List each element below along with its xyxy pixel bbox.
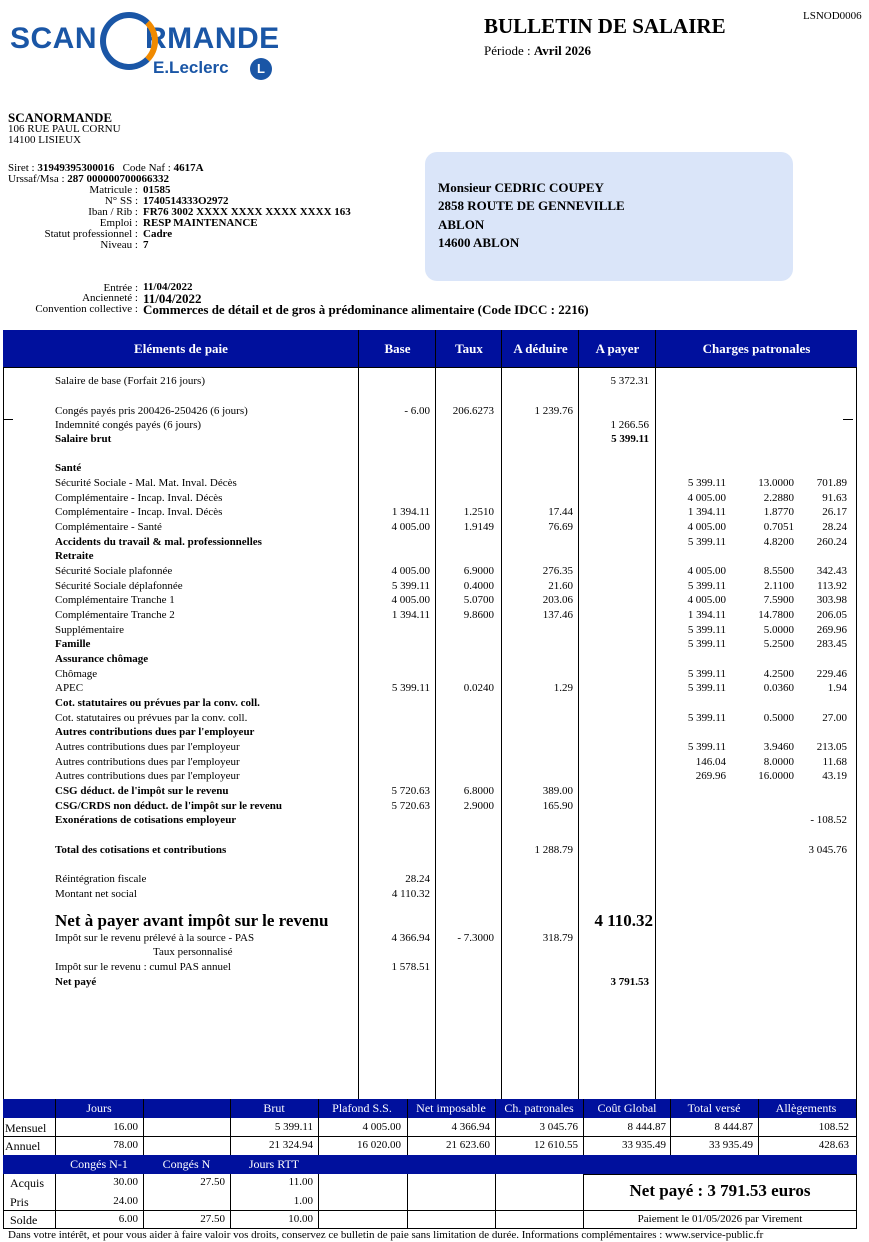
- employee-info-value: Cadre: [143, 228, 173, 240]
- col-a-deduire: A déduire: [513, 341, 568, 356]
- line-ded: 318.79: [542, 932, 573, 944]
- line-pmt: 28.24: [822, 521, 847, 533]
- line-label: Supplémentaire: [55, 624, 125, 636]
- summary-row-label: Mensuel: [5, 1121, 47, 1135]
- line-pbase: 1 394.11: [687, 506, 726, 518]
- line-pmt: 11.68: [822, 756, 847, 768]
- recipient-locality: ABLON: [438, 217, 485, 232]
- line-pmt: 229.46: [816, 668, 847, 680]
- line-pbase: 146.04: [695, 756, 726, 768]
- line-taux: 0.0240: [463, 682, 494, 694]
- line-pbase: 5 399.11: [687, 624, 726, 636]
- summary-value: 8 444.87: [627, 1121, 666, 1133]
- leave-row-label: Acquis: [10, 1176, 44, 1190]
- employee-info-label: Statut professionnel :: [44, 228, 138, 240]
- summary-value: 21 324.94: [269, 1139, 313, 1151]
- summary-header: Net imposable: [416, 1101, 486, 1115]
- line-label: CSG déduct. de l'impôt sur le revenu: [55, 785, 229, 797]
- leave-value: 24.00: [113, 1195, 138, 1207]
- line-label: Impôt sur le revenu prélevé à la source - PAS: [55, 932, 255, 944]
- summary-value: 8 444.87: [714, 1121, 753, 1133]
- summary-header: Brut: [263, 1101, 285, 1115]
- employee-info-value: 7: [143, 239, 149, 251]
- line-pbase: 5 399.11: [687, 477, 726, 489]
- line-pmt: 206.05: [816, 609, 847, 621]
- line-ptaux: 5.0000: [763, 624, 794, 636]
- leave-value: 1.00: [293, 1195, 313, 1207]
- line-pmt: 260.24: [816, 536, 847, 548]
- table-border: [856, 367, 857, 1099]
- leave-header: Congés N-1: [70, 1157, 128, 1171]
- line-ptaux: 2.2880: [763, 492, 794, 504]
- leave-divider: [583, 1174, 584, 1228]
- line-pbase: 5 399.11: [687, 580, 726, 592]
- summary-value: 12 610.55: [534, 1139, 578, 1151]
- leave-row-label: Pris: [10, 1195, 29, 1209]
- summary-row-label: Annuel: [5, 1139, 41, 1153]
- line-label: Complémentaire - Incap. Inval. Décès: [55, 492, 223, 504]
- line-label: Complémentaire - Santé: [55, 521, 162, 533]
- line-label: Retraite: [55, 550, 94, 562]
- summary-value: 3 045.76: [539, 1121, 578, 1133]
- summary-value: 16.00: [113, 1121, 138, 1133]
- line-ptaux: 3.9460: [763, 741, 794, 753]
- line-label: Complémentaire - Incap. Inval. Décès: [55, 506, 223, 518]
- line-pmt: 43.19: [822, 770, 847, 782]
- line-pay: 5 372.31: [610, 375, 649, 387]
- line-pbase: 4 005.00: [687, 492, 726, 504]
- payment-info: Paiement le 01/05/2026 par Virement: [637, 1213, 803, 1225]
- employee-info-label: Matricule :: [89, 184, 138, 196]
- recipient-address-box: [425, 152, 793, 281]
- leave-value: 27.50: [200, 1176, 225, 1188]
- line-label: Santé: [55, 462, 82, 474]
- line-base: 4 005.00: [391, 521, 430, 533]
- line-pay: 1 266.56: [610, 419, 649, 431]
- line-label: Salaire de base (Forfait 216 jours): [55, 375, 205, 387]
- employee-info-value: RESP MAINTENANCE: [143, 217, 258, 229]
- employee-info-label: Niveau :: [100, 239, 138, 251]
- leave-rule: [583, 1174, 857, 1175]
- line-taux: 1.9149: [463, 521, 494, 533]
- line-taux: 206.6273: [452, 405, 494, 417]
- summary-value: 4 366.94: [451, 1121, 490, 1133]
- line-ded: 165.90: [542, 800, 573, 812]
- date-value: 11/04/2022: [143, 291, 202, 306]
- line-pmt: 269.96: [816, 624, 847, 636]
- summary-header: Allègements: [775, 1101, 837, 1115]
- leave-divider: [407, 1174, 408, 1228]
- leave-rule: [3, 1210, 857, 1211]
- line-base: 1 578.51: [391, 961, 430, 973]
- line-ded: 137.46: [542, 609, 573, 621]
- line-label: Salaire brut: [55, 433, 112, 445]
- period: Période : Avril 2026: [484, 43, 591, 58]
- net-avant-impot-value: 4 110.32: [594, 911, 653, 930]
- recipient-name: Monsieur CEDRIC COUPEY: [438, 180, 604, 195]
- line-taux: 2.9000: [463, 800, 494, 812]
- line-ptaux: 4.2500: [763, 668, 794, 680]
- logo-subtitle: E.Leclerc: [153, 58, 229, 77]
- logo-wordmark: SCAN RMANDE: [10, 22, 280, 55]
- line-pbase: 1 394.11: [687, 609, 726, 621]
- line-ded: 1.29: [553, 682, 573, 694]
- line-ptaux: 13.0000: [758, 477, 794, 489]
- line-ptaux: 0.0360: [763, 682, 794, 694]
- recipient-city: 14600 ABLON: [438, 235, 520, 250]
- line-pay: 3 791.53: [610, 976, 649, 988]
- line-pbase: 5 399.11: [687, 682, 726, 694]
- leclerc-badge-icon: L: [250, 58, 272, 80]
- line-taux: 6.8000: [463, 785, 494, 797]
- leave-row-label: Solde: [10, 1213, 38, 1227]
- line-ptaux: 4.8200: [763, 536, 794, 548]
- line-label: Assurance chômage: [55, 653, 149, 665]
- line-pay: 5 399.11: [611, 433, 649, 445]
- line-pbase: 5 399.11: [687, 741, 726, 753]
- line-pmt: - 108.52: [810, 814, 847, 826]
- line-pmt: 113.92: [817, 580, 847, 592]
- line-taux: 5.0700: [463, 594, 494, 606]
- line-taux: 1.2510: [463, 506, 494, 518]
- line-label: Complémentaire Tranche 1: [55, 594, 175, 606]
- employee-info-label: Iban / Rib :: [88, 206, 138, 218]
- line-base: 4 366.94: [391, 932, 430, 944]
- line-label: Net payé: [55, 976, 97, 988]
- date-label: Ancienneté :: [82, 292, 138, 304]
- table-header-rule: [3, 367, 857, 368]
- col-charges-patronales: Charges patronales: [702, 341, 811, 356]
- summary-value: 78.00: [113, 1139, 138, 1151]
- employer-address-2: 14100 LISIEUX: [8, 134, 82, 146]
- line-taux: - 7.3000: [457, 932, 494, 944]
- employee-info-value: 1740514333O2972: [143, 195, 229, 207]
- company-logo: [10, 8, 295, 86]
- line-ded: 389.00: [542, 785, 573, 797]
- fold-mark: [843, 419, 853, 420]
- line-pbase: 4 005.00: [687, 594, 726, 606]
- leave-value: 10.00: [288, 1213, 313, 1225]
- summary-value: 33 935.49: [709, 1139, 753, 1151]
- line-ded: 17.44: [548, 506, 573, 518]
- line-base: 28.24: [405, 873, 430, 885]
- line-base: 4 005.00: [391, 565, 430, 577]
- leave-value: 6.00: [118, 1213, 138, 1225]
- summary-rule: [3, 1136, 857, 1137]
- line-pbase: 5 399.11: [687, 638, 726, 650]
- line-ptaux: 5.2500: [763, 638, 794, 650]
- line-taux: 9.8600: [463, 609, 494, 621]
- table-divider: [435, 330, 436, 1099]
- leave-header: Jours RTT: [248, 1157, 300, 1171]
- summary-header: Jours: [86, 1101, 112, 1115]
- line-label: APEC: [55, 682, 84, 694]
- line-label: Sécurité Sociale déplafonnée: [55, 580, 183, 592]
- line-pbase: 269.96: [695, 770, 726, 782]
- line-pbase: 4 005.00: [687, 521, 726, 533]
- line-label: Montant net social: [55, 888, 137, 900]
- line-label: Accidents du travail & mal. professionnelles: [55, 536, 262, 548]
- line-label: Autres contributions dues par l'employeur: [55, 741, 240, 753]
- line-ptaux: 0.5000: [763, 712, 794, 724]
- leave-divider: [318, 1174, 319, 1228]
- document-ref: LSNOD0006: [803, 10, 862, 22]
- summary-divider: [143, 1099, 144, 1155]
- leave-value: 30.00: [113, 1176, 138, 1188]
- line-ptaux: 7.5900: [763, 594, 794, 606]
- line-pmt: 27.00: [822, 712, 847, 724]
- line-pbase: 5 399.11: [687, 712, 726, 724]
- line-label: Autres contributions dues par l'employeur: [55, 756, 240, 768]
- col-base: Base: [384, 341, 411, 356]
- line-base: 1 394.11: [391, 609, 430, 621]
- table-border: [3, 367, 4, 1099]
- fold-mark: [3, 419, 13, 420]
- line-ded: 1 288.79: [534, 844, 573, 856]
- line-label: Exonérations de cotisations employeur: [55, 814, 237, 826]
- line-pmt: 701.89: [816, 477, 847, 489]
- convention-label: Convention collective :: [35, 303, 138, 315]
- line-label: Impôt sur le revenu : cumul PAS annuel: [55, 961, 231, 973]
- siret-line: Siret : 31949395300016 Code Naf : 4617A: [8, 162, 204, 174]
- line-base: 4 110.32: [391, 888, 430, 900]
- leave-value: 27.50: [200, 1213, 225, 1225]
- line-pmt: 1.94: [827, 682, 847, 694]
- line-label: Autres contributions dues par l'employeur: [55, 770, 240, 782]
- line-taux: 6.9000: [463, 565, 494, 577]
- date-label: Entrée :: [103, 282, 138, 294]
- employer-address-1: 106 RUE PAUL CORNU: [8, 123, 121, 135]
- line-pmt: 213.05: [816, 741, 847, 753]
- line-ptaux: 14.7800: [758, 609, 794, 621]
- summary-value: 108.52: [818, 1121, 849, 1133]
- leave-value: 11.00: [288, 1176, 313, 1188]
- convention-value: Commerces de détail et de gros à prédominance alimentaire (Code IDCC : 2216): [143, 302, 589, 317]
- payslip-table-header: [3, 330, 857, 367]
- employer-name: SCANORMANDE: [8, 110, 112, 125]
- line-ded: 203.06: [542, 594, 573, 606]
- line-pmt: 342.43: [816, 565, 847, 577]
- line-label: Chômage: [55, 668, 98, 680]
- summary-value: 21 623.60: [446, 1139, 490, 1151]
- summary-header: Ch. patronales: [504, 1101, 574, 1115]
- line-label: Autres contributions dues par l'employeur: [55, 726, 255, 738]
- leave-divider: [495, 1174, 496, 1228]
- col-a-payer: A payer: [595, 341, 640, 356]
- line-pbase: 5 399.11: [687, 536, 726, 548]
- line-label: Famille: [55, 638, 91, 650]
- line-pbase: 4 005.00: [687, 565, 726, 577]
- line-ded: 21.60: [548, 580, 573, 592]
- line-pmt: 26.17: [822, 506, 847, 518]
- table-divider: [501, 330, 502, 1099]
- line-ptaux: 8.5500: [763, 565, 794, 577]
- line-ptaux: 8.0000: [763, 756, 794, 768]
- line-label: Réintégration fiscale: [55, 873, 147, 885]
- employee-info-value: 01585: [143, 184, 171, 196]
- document-title: BULLETIN DE SALAIRE: [484, 14, 726, 38]
- leave-header: Congés N: [162, 1157, 211, 1171]
- col-taux: Taux: [455, 341, 483, 356]
- line-label: Cot. statutaires ou prévues par la conv. coll.: [55, 697, 260, 709]
- line-base: 4 005.00: [391, 594, 430, 606]
- line-ptaux: 2.1100: [764, 580, 794, 592]
- summary-value: 5 399.11: [274, 1121, 313, 1133]
- line-pmt: 283.45: [816, 638, 847, 650]
- line-base: 5 720.63: [391, 785, 430, 797]
- line-label: Cot. statutaires ou prévues par la conv. coll.: [55, 712, 248, 724]
- summary-value: 4 005.00: [362, 1121, 401, 1133]
- line-label: Sécurité Sociale plafonnée: [55, 565, 173, 577]
- line-pmt: 3 045.76: [808, 844, 847, 856]
- logo-ring-icon: [100, 12, 158, 70]
- line-ded: 1 239.76: [534, 405, 573, 417]
- line-pbase: 5 399.11: [687, 668, 726, 680]
- line-taux: 0.4000: [463, 580, 494, 592]
- col-elements: Eléments de paie: [134, 341, 228, 356]
- line-ptaux: 1.8770: [763, 506, 794, 518]
- line-label: CSG/CRDS non déduct. de l'impôt sur le revenu: [55, 800, 282, 812]
- taux-personnalise: Taux personnalisé: [153, 946, 233, 958]
- employee-info-label: Emploi :: [99, 217, 138, 229]
- summary-value: 428.63: [818, 1139, 849, 1151]
- net-avant-impot-label: Net à payer avant impôt sur le revenu: [55, 911, 329, 930]
- summary-value: 33 935.49: [622, 1139, 666, 1151]
- line-base: - 6.00: [404, 405, 430, 417]
- line-ptaux: 0.7051: [763, 521, 794, 533]
- employee-info-label: N° SS :: [104, 195, 138, 207]
- line-base: 5 399.11: [391, 682, 430, 694]
- summary-header: Total versé: [687, 1101, 741, 1115]
- footer-notice: Dans votre intérêt, et pour vous aider à faire valoir vos droits, conservez ce bulletin de paie sans limitation de durée. Informations complémentaires : www.service-public.fr: [8, 1229, 764, 1241]
- summary-value: 16 020.00: [357, 1139, 401, 1151]
- line-pmt: 303.98: [816, 594, 847, 606]
- line-ptaux: 16.0000: [758, 770, 794, 782]
- line-label: Sécurité Sociale - Mal. Mat. Inval. Décès: [55, 477, 237, 489]
- line-label: Total des cotisations et contributions: [55, 844, 227, 856]
- line-label: Indemnité congés payés (6 jours): [55, 419, 202, 431]
- table-divider: [655, 330, 656, 1099]
- line-ded: 276.35: [542, 565, 573, 577]
- line-label: Congés payés pris 200426-250426 (6 jours): [55, 405, 248, 417]
- summary-header: Plafond S.S.: [332, 1101, 392, 1115]
- line-base: 1 394.11: [391, 506, 430, 518]
- employee-info-value: FR76 3002 XXXX XXXX XXXX XXXX 163: [143, 206, 351, 218]
- line-base: 5 720.63: [391, 800, 430, 812]
- line-base: 5 399.11: [391, 580, 430, 592]
- table-divider: [358, 330, 359, 1099]
- recipient-street: 2858 ROUTE DE GENNEVILLE: [438, 198, 625, 213]
- date-value: 11/04/2022: [143, 281, 193, 293]
- urssaf-line: Urssaf/Msa : 287 000000700066332: [8, 173, 170, 185]
- line-label: Complémentaire Tranche 2: [55, 609, 175, 621]
- line-pmt: 91.63: [822, 492, 847, 504]
- summary-header: Coût Global: [597, 1101, 657, 1115]
- net-paye-total: Net payé : 3 791.53 euros: [629, 1181, 811, 1200]
- line-ded: 76.69: [548, 521, 573, 533]
